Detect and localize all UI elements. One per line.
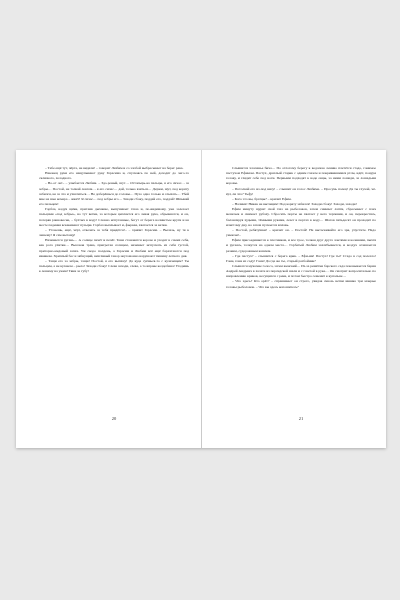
paragraph: – Во-от он!.. – улыбается Любим. – Здо-ровый, шут… Оттопырь-ка пальцы, я его сичас… за зебры… Постой, не толкай локтем… я его сичас… дай, только взяться… Держи, шут, под коряту забился, не за что и ухватиться… Не доберёшься до головы… Пузо одно только и слыхать… Убей мне на шее комара – жжёт! Я сичас… под зебры его… Заходи сбоку, поддай его, поддай! Шпыняй его пальцем! — [39, 181, 189, 207]
paragraph: Слышатся мужские голоса, затем женский… Из-за решётки барского сада показывается барин Андрей Андреич в халате из персидской шали и с газетой в руке… Он смотрит вопросительно по направлению криков, несущихся с реки, и потом быстро семенит к купальне… — [226, 263, 376, 279]
paragraph: – Что здесь? Кто орёт? – спрашивает он строго, увидав сквозь ветви ивняка три мокрые головы рыболовов. – Что вы здесь копошитесь? — [226, 279, 376, 289]
paragraph: Наконец руки его нащупывают руку Герасима и, спускаясь по ней, доходят до чего-то склизкого, холодного. — [39, 171, 189, 181]
book-spine — [201, 150, 202, 448]
paragraph: – Утонешь, ещё, чёрт, отвечать за тебя придётся!.. – хрипит Герасим. – Вылазь, ну тя к лешему! Я сам вытащу! — [39, 227, 189, 238]
paragraph: – Тебе ещё тут, чёрта, не видали! – говорит Любим и со злобой выбрасывает на берег рака. — [45, 166, 184, 170]
paragraph: Ефим минуту щурит свой глаз на рыболовов, затем снимает лапти, сбрасывает с плеч мешочек и снимает рубаху. Сбросить порты не хватает у него терпения, и он, перекрестясь, балансируя худыми, тёмными руками, лезет в портах в воду… Шагов пятьдесят он проходит по илистому дну, но затем пускается вплавь. — [226, 207, 376, 227]
book-spread — [16, 150, 386, 448]
left-page — [39, 166, 189, 274]
page-number-left: 20 — [111, 416, 117, 421]
paragraph: – Налима! Никак не вытащим! Под коряту забился! Заходи сбоку! Заходи, заходи! — [232, 202, 357, 207]
paragraph: Начинается ругань… А солнце печёт и печёт. Тени становятся короче и уходят в самих себя, как рога улитки… Высокая трава, пригретая солнцем, начинает испускать из себя густой, приторно-медовый запах. Уж скоро полдень, а Герасим и Любим всё ещё барахтаются под ивняком. Хриплый бас и зябнущий, визгливый тенор неугомонно нарушают тишину летнего дня. — [39, 238, 189, 258]
paragraph: – Кого это вы, братцы? – кричит Ефим. — [232, 196, 292, 201]
paragraph: – Где пастух? – слышится с берега крик. – Ефи-им! Пастух! Где ты? Стадо в сад полезло! Гони, гони из саду! Гони! Да где же ты, старый разбойник? — [226, 253, 376, 263]
paragraph: Ефим присоединяется к плотникам, и все трое, толкая друг друга локтями и коленями, пыхтя и ругаясь, толкутся на одном месте… Горбатый Любим захлёбывается, и воздух оглашается резким, судорожным кашлем. — [226, 238, 376, 253]
right-page — [226, 166, 376, 290]
page-number-right: 21 — [298, 416, 304, 421]
paragraph: – Тащи его за зебры, тащи! Постой, я его выпхну! Да куда суёшься-то с кулачищем? Ты пальцем, а не кулаком – рыло! Заходи сбоку! Слева заходи, слева, а то вправе колдобина! Угодишь к лешему на ужин! Тяни за губу! — [39, 258, 189, 274]
paragraph: Слышится хлопанье бича… По отлогому берегу к водопою лениво плетётся стадо, гонимое пастухом Ефимом. Пастух, дряхлый старик с одним глазом и покривившимся ртом, идёт, понуря голову, и глядит себе под ноги. Первыми подходят к воде овцы, за ними лошади, за лошадьми коровы. — [226, 166, 376, 186]
paragraph: – Потолкай его из-под низу! – слышит он голос Любима. – Просунь палец! Да ты глухой, чё-ёрт, ли что? Тьфу! — [226, 186, 376, 196]
paragraph: Горбач, надув щёки, притаив дыхание, выпучивает глаза и, по-видимому, уже залезает пальцами «под зебры», но тут ветки, за которые цепляется его левая рука, обрываются, и он, потеряв равновесие, – бултых в воду! Словно испуганные, бегут от берега волнистые круги и на месте падения вскакивают пузыри. Горбач выплывает и, фыркая, хватается за ветки. — [39, 207, 189, 227]
paragraph: – Постой, ребятушки! – кричит он. – Постой! Не вытаскивайте его зря, упустите. Надо умеючи!.. — [226, 227, 376, 238]
